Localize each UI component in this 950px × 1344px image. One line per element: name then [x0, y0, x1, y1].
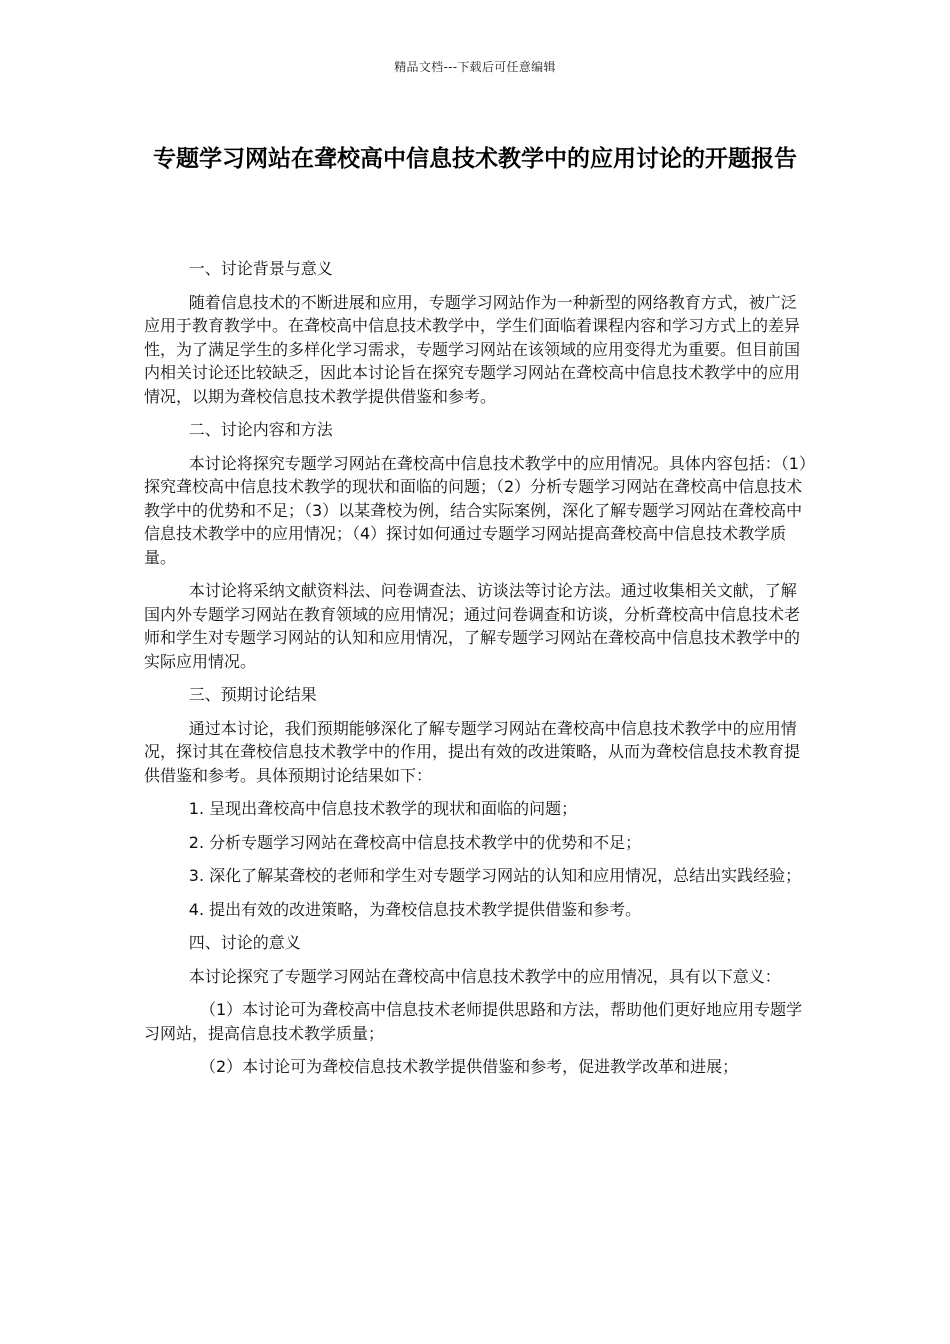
header-note: 精品文档---下载后可任意编辑: [394, 60, 556, 74]
section-heading-content-method: 二、讨论内容和方法: [188, 420, 333, 439]
paragraph-significance: 本讨论探究了专题学习网站在聋校高中信息技术教学中的应用情况，具有以下意义：: [188, 966, 781, 986]
significance-item: （2）本讨论可为聋校信息技术教学提供借鉴和参考，促进教学改革和进展；: [200, 1057, 739, 1076]
document-body: [144, 257, 812, 1089]
significance-item: （1）本讨论可为聋校高中信息技术老师提供思路和方法，帮助他们更好地应用专题学习网站，提高信息技术教学质量；: [144, 1000, 803, 1043]
result-item: 1. 呈现出聋校高中信息技术教学的现状和面临的问题；: [188, 799, 578, 818]
paragraph-content: 本讨论将探究专题学习网站在聋校高中信息技术教学中的应用情况。具体内容包括：（1）探究聋校高中信息技术教学的现状和面临的问题；（2）分析专题学习网站在聋校高中信息技术教学中的优势和不足；（3）以某聋校为例，结合实际案例，深化了解专题学习网站在聋校高中信息技术教学中的应用情况；（4）探讨如何通过专题学习网站提高聋校高中信息技术教学质量。: [144, 453, 807, 567]
paragraph-method: 本讨论将采纳文献资料法、问卷调查法、访谈法等讨论方法。通过收集相关文献，了解国内外专题学习网站在教育领域的应用情况；通过问卷调查和访谈，分析聋校高中信息技术老师和学生对专题学习网站的认知和应用情况，了解专题学习网站在聋校高中信息技术教学中的实际应用情况。: [144, 581, 801, 671]
paragraph-background: 随着信息技术的不断进展和应用，专题学习网站作为一种新型的网络教育方式，被广泛应用于教育教学中。在聋校高中信息技术教学中，学生们面临着课程内容和学习方式上的差异性，为了满足学生的多样化学习需求，专题学习网站在该领域的应用变得尤为重要。但目前国内相关讨论还比较缺乏，因此本讨论旨在探究专题学习网站在聋校高中信息技术教学中的应用情况，以期为聋校信息技术教学提供借鉴和参考。: [144, 292, 801, 406]
document-title: 专题学习网站在聋校高中信息技术教学中的应用讨论的开题报告: [153, 146, 797, 172]
section-heading-significance: 四、讨论的意义: [188, 933, 301, 952]
section-heading-background: 一、讨论背景与意义: [188, 259, 333, 278]
paragraph-expected-results: 通过本讨论，我们预期能够深化了解专题学习网站在聋校高中信息技术教学中的应用情况，探讨其在聋校信息技术教学中的作用，提出有效的改进策略，从而为聋校信息技术教育提供借鉴和参考。具体预期讨论结果如下：: [144, 718, 801, 785]
section-heading-expected-results: 三、预期讨论结果: [188, 685, 317, 704]
result-item: 2. 分析专题学习网站在聋校高中信息技术教学中的优势和不足；: [188, 832, 642, 852]
result-item: 3. 深化了解某聋校的老师和学生对专题学习网站的认知和应用情况，总结出实践经验；: [188, 866, 802, 885]
result-item: 4. 提出有效的改进策略，为聋校信息技术教学提供借鉴和参考。: [188, 899, 642, 919]
